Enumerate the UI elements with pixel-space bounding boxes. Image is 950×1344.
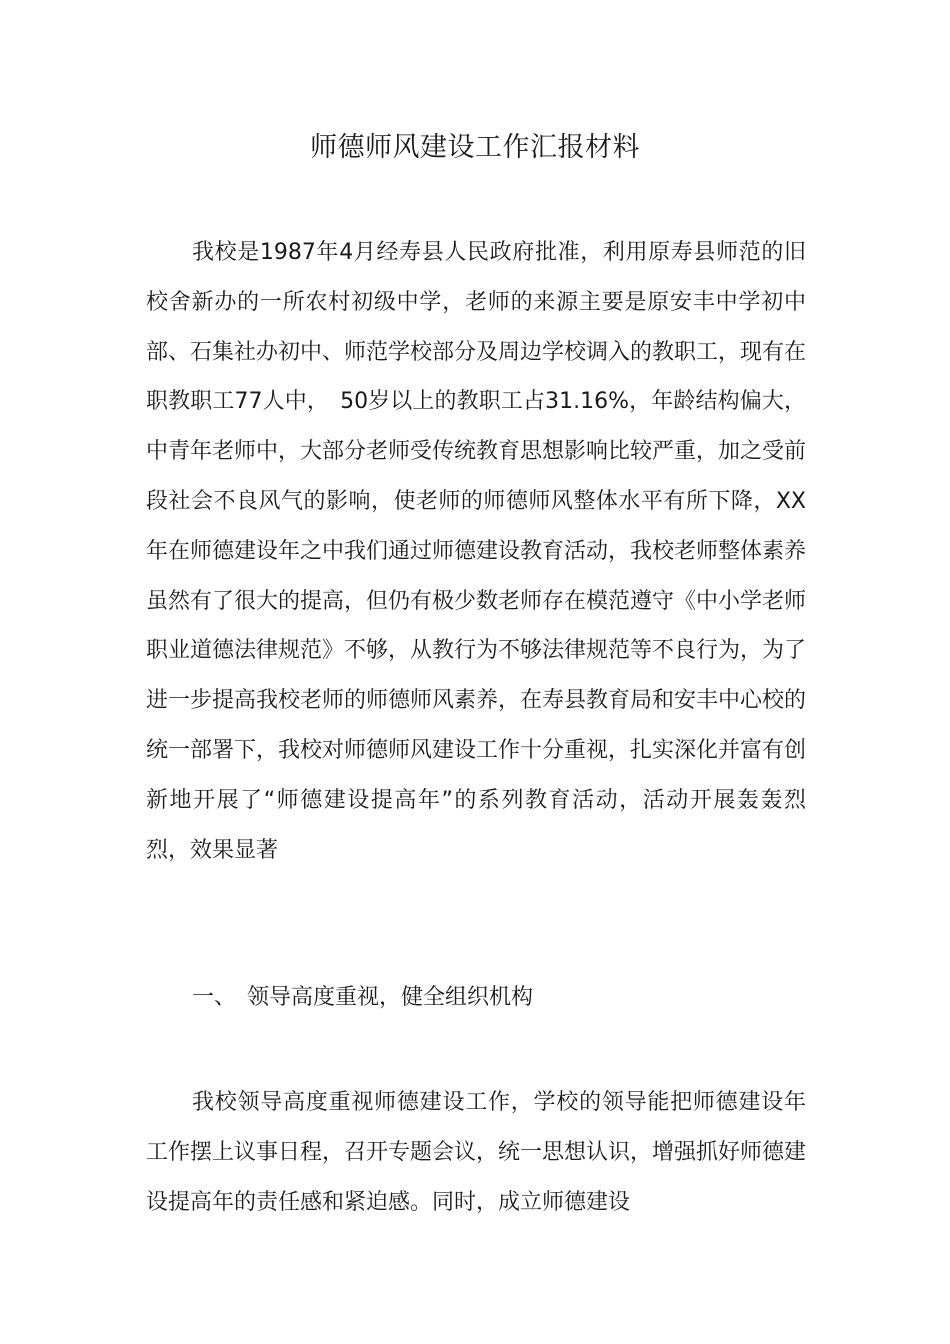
document-title: 师德师风建设工作汇报材料 (310, 132, 640, 163)
section-heading-1: 一、 领导高度重视，健全组织机构 (192, 985, 534, 1010)
paragraph-intro: 我校是1987年4月经寿县人民政府批准，利用原寿县师范的旧校舍新办的一所农村初级中学，老师的来源主要是原安丰中学初中部、石集社办初中、师范学校部分及周边学校调入的教职工，现有在职教职工77人中， 50岁以上的教职工占31.16%，年龄结构偏大，中青年老师中，大部分老师受传统教育思想影响比较严重，加之受前段社会不良风气的影响，使老师的师德师风整体水平有所下降，XX年在师德建设年之中我们通过师德建设教育活动，我校老师整体素养虽然有了很大的提高，但仍有极少数老师存在模范遵守《中小学老师职业道德法律规范》不够，从教行为不够法律规范等不良行为，为了进一步提高我校老师的师德师风素养，在寿县教育局和安丰中心校的统一部署下，我校对师德师风建设工作十分重视，扎实深化并富有创新地开展了“师德建设提高年”的系列教育活动，活动开展轰轰烈烈，效果显著 (146, 240, 807, 863)
paragraph-section-1: 我校领导高度重视师德建设工作，学校的领导能把师德建设年工作摆上议事日程，召开专题会议，统一思想认识，增强抓好师德建设提高年的责任感和紧迫感。同时，成立师德建设 (146, 1090, 806, 1215)
